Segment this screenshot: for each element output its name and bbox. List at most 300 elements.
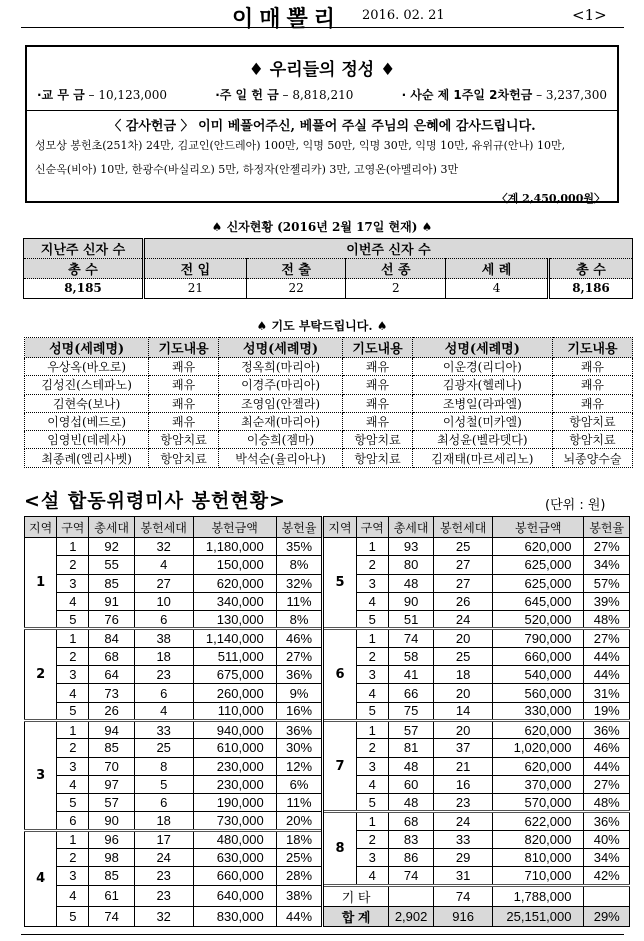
households: 91	[89, 592, 134, 610]
rate: 44%	[584, 666, 630, 684]
district: 5	[356, 794, 388, 812]
amount: 150,000	[193, 556, 276, 574]
offered-households: 31	[434, 867, 493, 885]
offered-households: 25	[434, 647, 493, 665]
offered-households: 4	[134, 702, 193, 720]
value-cell: 22	[246, 279, 346, 299]
district: 3	[356, 574, 388, 592]
households: 60	[388, 775, 433, 793]
district: 1	[356, 720, 388, 738]
amount: 540,000	[493, 666, 584, 684]
district: 5	[57, 906, 89, 926]
district: 4	[57, 684, 89, 702]
rate: 30%	[276, 739, 323, 757]
district: 4	[356, 775, 388, 793]
offered-households: 24	[434, 611, 493, 629]
district: 5	[57, 794, 89, 812]
table-row	[25, 376, 633, 394]
district: 1	[356, 812, 388, 830]
prayer-content: 쾌유	[343, 412, 413, 430]
rate: 48%	[584, 794, 630, 812]
person-name: 정옥희(마리아)	[218, 358, 342, 376]
offered-households: 18	[134, 812, 193, 830]
amount: 830,000	[193, 906, 276, 926]
offered-households: 16	[434, 775, 493, 793]
district: 1	[57, 720, 89, 738]
prayer-content: 쾌유	[552, 358, 632, 376]
rate: 28%	[276, 867, 323, 885]
header-row	[25, 517, 630, 538]
rate: 35%	[276, 538, 323, 556]
offering-summary	[27, 86, 617, 110]
amount: 620,000	[493, 757, 584, 775]
column-header: 지역	[25, 517, 57, 538]
district: 3	[356, 666, 388, 684]
table-row	[25, 538, 630, 556]
bulletin-date: 2016. 02. 21	[362, 8, 445, 23]
district: 5	[356, 611, 388, 629]
person-name: 이운경(리디아)	[412, 358, 552, 376]
rate: 9%	[276, 684, 323, 702]
households: 83	[388, 830, 433, 848]
households: 68	[89, 647, 134, 665]
thanks-line: 성모상 봉헌초(251차) 24만, 김교인(안드레아) 100만, 익명 50만, 익명 30만, 익명 10만, 유위규(안나) 10만,	[35, 139, 566, 152]
footer-divider	[21, 934, 624, 935]
table-row	[25, 394, 633, 412]
rate: 8%	[276, 611, 323, 629]
households: 74	[388, 629, 433, 647]
members-title: ♠ 신자현황 (2016년 2월 17일 현재) ♠	[211, 220, 433, 234]
column-header: 기도내용	[552, 338, 632, 358]
amount: 610,000	[193, 739, 276, 757]
households: 80	[388, 556, 433, 574]
person-name: 김현숙(보나)	[25, 394, 149, 412]
table-row	[25, 449, 633, 467]
person-name: 박석순(율리아나)	[218, 449, 342, 467]
person-name: 최종례(엘리사벳)	[25, 449, 149, 467]
households: 76	[89, 611, 134, 629]
district: 3	[356, 849, 388, 867]
region-cell: 7	[323, 720, 356, 811]
offered-households: 23	[134, 885, 193, 906]
households: 81	[388, 739, 433, 757]
district: 3	[57, 757, 89, 775]
amount: 630,000	[193, 849, 276, 867]
region-cell: 5	[323, 538, 356, 629]
offered-households: 37	[434, 739, 493, 757]
amount: 260,000	[193, 684, 276, 702]
offered-households: 10	[134, 592, 193, 610]
households: 85	[89, 867, 134, 885]
amount: 675,000	[193, 666, 276, 684]
last-week-header: 지난주 신자 수	[24, 239, 144, 259]
offering-item	[37, 86, 167, 110]
households: 61	[89, 885, 134, 906]
amount: 570,000	[493, 794, 584, 812]
offered-households: 20	[434, 629, 493, 647]
offered-households: 27	[434, 556, 493, 574]
rate: 8%	[276, 556, 323, 574]
region-cell: 8	[323, 812, 356, 885]
district: 2	[57, 849, 89, 867]
amount: 1,020,000	[493, 739, 584, 757]
households: 70	[89, 757, 134, 775]
rate: 46%	[276, 629, 323, 647]
amount: 625,000	[493, 574, 584, 592]
amount: 340,000	[193, 592, 276, 610]
rate: 34%	[584, 556, 630, 574]
prayer-content: 항암치료	[552, 431, 632, 449]
prayer-content: 쾌유	[343, 358, 413, 376]
district: 2	[57, 647, 89, 665]
offered-households: 27	[134, 574, 193, 592]
rate: 27%	[276, 647, 323, 665]
column-header: 봉헌금액	[493, 517, 584, 538]
rate: 48%	[584, 611, 630, 629]
rate: 44%	[584, 647, 630, 665]
column-header: 봉헌율	[584, 517, 630, 538]
table-row	[25, 431, 633, 449]
rate: 18%	[276, 830, 323, 848]
column-header: 구역	[356, 517, 388, 538]
rate: 19%	[584, 702, 630, 720]
prayer-content: 항암치료	[149, 431, 219, 449]
district: 4	[356, 684, 388, 702]
district: 2	[356, 739, 388, 757]
prayer-content: 쾌유	[343, 376, 413, 394]
offering-value: – 8,818,210	[282, 88, 354, 102]
households: 97	[89, 775, 134, 793]
households: 98	[89, 849, 134, 867]
person-name: 김광자(헬레나)	[412, 376, 552, 394]
rate: 27%	[584, 775, 630, 793]
rate: 11%	[276, 592, 323, 610]
households: 41	[388, 666, 433, 684]
offered-households: 18	[434, 666, 493, 684]
district: 1	[57, 538, 89, 556]
column-header: 봉헌세대	[434, 517, 493, 538]
offered-households: 33	[434, 830, 493, 848]
households: 75	[388, 702, 433, 720]
households: 93	[388, 538, 433, 556]
households: 85	[89, 739, 134, 757]
households: 74	[89, 906, 134, 926]
offered-households: 29	[434, 849, 493, 867]
households: 48	[388, 757, 433, 775]
offered-households: 26	[434, 592, 493, 610]
person-name: 최순재(마리아)	[218, 412, 342, 430]
rate: 57%	[584, 574, 630, 592]
district: 2	[356, 556, 388, 574]
households: 57	[89, 794, 134, 812]
offering-label: · 사순 제 1주일 2차헌금	[401, 88, 533, 102]
households: 86	[388, 849, 433, 867]
district: 6	[57, 812, 89, 830]
prayer-content: 쾌유	[552, 376, 632, 394]
district: 1	[57, 629, 89, 647]
amount: 511,000	[193, 647, 276, 665]
divider	[27, 110, 617, 111]
rate: 44%	[584, 757, 630, 775]
offered-households: 23	[134, 666, 193, 684]
col-header: 전 출	[246, 259, 346, 279]
offering-label: ·교 무 금	[37, 88, 85, 102]
amount: 130,000	[193, 611, 276, 629]
offered-households: 20	[434, 684, 493, 702]
amount: 820,000	[493, 830, 584, 848]
offered-households: 5	[134, 775, 193, 793]
district: 5	[356, 702, 388, 720]
column-header: 총세대	[388, 517, 433, 538]
offered-households: 6	[134, 794, 193, 812]
district: 5	[57, 702, 89, 720]
column-header: 봉헌금액	[193, 517, 276, 538]
this-total: 8,186	[549, 279, 633, 299]
households: 96	[89, 830, 134, 848]
person-name: 조영임(안젤라)	[218, 394, 342, 412]
district: 4	[356, 867, 388, 885]
person-name: 우상옥(바오로)	[25, 358, 149, 376]
amount: 640,000	[193, 885, 276, 906]
households: 26	[89, 702, 134, 720]
households: 58	[388, 647, 433, 665]
amount: 330,000	[493, 702, 584, 720]
offered-households: 8	[134, 757, 193, 775]
offered-households: 38	[134, 629, 193, 647]
region-cell: 2	[25, 629, 57, 720]
rate: 32%	[276, 574, 323, 592]
table-row	[25, 812, 630, 830]
offered-households: 916	[434, 906, 493, 926]
col-header: 전 입	[144, 259, 247, 279]
column-header: 총세대	[89, 517, 134, 538]
offered-households: 32	[134, 538, 193, 556]
prayer-content: 쾌유	[343, 394, 413, 412]
offered-households: 21	[434, 757, 493, 775]
person-name: 최성윤(벨라뎃다)	[412, 431, 552, 449]
value-cell: 2	[346, 279, 446, 299]
amount: 660,000	[193, 867, 276, 885]
rate: 20%	[276, 812, 323, 830]
value-cell: 4	[446, 279, 549, 299]
amount: 622,000	[493, 812, 584, 830]
district: 2	[57, 739, 89, 757]
households: 73	[89, 684, 134, 702]
district: 3	[57, 666, 89, 684]
prayer-content: 쾌유	[149, 358, 219, 376]
total-header: 총 수	[24, 259, 144, 279]
prayer-content: 항암치료	[149, 449, 219, 467]
rate: 36%	[584, 812, 630, 830]
rate: 36%	[584, 720, 630, 738]
offering-value: – 10,123,000	[88, 88, 168, 102]
header-divider	[21, 27, 624, 28]
table-row	[25, 885, 630, 906]
offered-households: 20	[434, 720, 493, 738]
amount: 620,000	[493, 720, 584, 738]
region-cell: 3	[25, 720, 57, 830]
rate: 25%	[276, 849, 323, 867]
offered-households: 23	[134, 867, 193, 885]
offered-households: 18	[134, 647, 193, 665]
column-header: 지역	[323, 517, 356, 538]
other-label: 기 타	[323, 885, 389, 906]
rate	[584, 885, 630, 906]
col-header: 세 례	[446, 259, 549, 279]
column-header: 봉헌율	[276, 517, 323, 538]
prayer-content: 쾌유	[149, 394, 219, 412]
table-row	[25, 412, 633, 430]
mass-offering-table	[24, 516, 630, 927]
district: 2	[356, 647, 388, 665]
amount: 625,000	[493, 556, 584, 574]
rate: 39%	[584, 592, 630, 610]
rate: 46%	[584, 739, 630, 757]
district: 1	[356, 629, 388, 647]
amount: 1,788,000	[493, 885, 584, 906]
table-row	[25, 358, 633, 376]
value-cell: 21	[144, 279, 247, 299]
households: 90	[89, 812, 134, 830]
offered-households: 17	[134, 830, 193, 848]
person-name: 임영빈(데레사)	[25, 431, 149, 449]
rate: 34%	[584, 849, 630, 867]
col-header: 선 종	[346, 259, 446, 279]
person-name: 이승희(젬마)	[218, 431, 342, 449]
amount: 520,000	[493, 611, 584, 629]
amount: 25,151,000	[493, 906, 584, 926]
column-header: 기도내용	[343, 338, 413, 358]
district: 2	[356, 830, 388, 848]
amount: 230,000	[193, 757, 276, 775]
region-cell: 1	[25, 538, 57, 629]
bulletin-title: 이매뽈리	[232, 7, 342, 32]
person-name: 조병일(라파엘)	[412, 394, 552, 412]
offered-households: 6	[134, 611, 193, 629]
prayer-content: 항암치료	[343, 431, 413, 449]
amount: 620,000	[493, 538, 584, 556]
households: 48	[388, 574, 433, 592]
offering-label: ·주 일 헌 금	[215, 88, 279, 102]
amount: 620,000	[193, 574, 276, 592]
prayer-content: 쾌유	[149, 412, 219, 430]
district: 4	[57, 775, 89, 793]
region-cell: 6	[323, 629, 356, 720]
households: 57	[388, 720, 433, 738]
district: 1	[57, 830, 89, 848]
offered-households: 32	[134, 906, 193, 926]
rate: 31%	[584, 684, 630, 702]
page-number: <1>	[572, 6, 607, 24]
households	[388, 885, 433, 906]
rate: 12%	[276, 757, 323, 775]
total-header: 총 수	[549, 259, 633, 279]
rate: 44%	[276, 906, 323, 926]
amount: 480,000	[193, 830, 276, 848]
person-name: 이경주(마리아)	[218, 376, 342, 394]
households: 74	[388, 867, 433, 885]
offered-households: 25	[134, 739, 193, 757]
this-week-header: 이번주 신자 수	[144, 239, 633, 259]
rate: 27%	[584, 629, 630, 647]
offering-item	[402, 86, 607, 110]
rate: 16%	[276, 702, 323, 720]
district: 1	[356, 538, 388, 556]
person-name: 이영섭(베드로)	[25, 412, 149, 430]
amount: 790,000	[493, 629, 584, 647]
households: 68	[388, 812, 433, 830]
offered-households: 24	[434, 812, 493, 830]
thanks-title: 〈 감사헌금 〉 이미 베풀어주신, 베풀어 주실 주님의 은혜에 감사드립니다.	[108, 119, 536, 134]
households: 2,902	[388, 906, 433, 926]
column-header: 성명(세례명)	[25, 338, 149, 358]
offered-households: 25	[434, 538, 493, 556]
district: 4	[57, 885, 89, 906]
rate: 42%	[584, 867, 630, 885]
column-header: 성명(세례명)	[412, 338, 552, 358]
thanks-total: 〈계 2,450,000원〉	[496, 192, 605, 205]
prayer-content: 쾌유	[552, 394, 632, 412]
column-header: 기도내용	[149, 338, 219, 358]
rate: 36%	[276, 666, 323, 684]
table-row	[25, 906, 630, 926]
header-row	[25, 338, 633, 358]
households: 51	[388, 611, 433, 629]
rate: 6%	[276, 775, 323, 793]
rate: 38%	[276, 885, 323, 906]
mass-title: <설 합동위령미사 봉헌현황>	[24, 490, 286, 512]
offered-households: 27	[434, 574, 493, 592]
rate: 29%	[584, 906, 630, 926]
column-header: 봉헌세대	[134, 517, 193, 538]
households: 64	[89, 666, 134, 684]
table-row	[25, 720, 630, 738]
households: 90	[388, 592, 433, 610]
table-row	[25, 629, 630, 647]
person-name: 이성철(미카엘)	[412, 412, 552, 430]
offered-households: 33	[134, 720, 193, 738]
offered-households: 23	[434, 794, 493, 812]
district: 3	[57, 867, 89, 885]
prayer-content: 뇌종양수술	[552, 449, 632, 467]
households: 55	[89, 556, 134, 574]
district: 3	[57, 574, 89, 592]
prayer-content: 항암치료	[343, 449, 413, 467]
amount: 190,000	[193, 794, 276, 812]
amount: 370,000	[493, 775, 584, 793]
thanks-line: 신순옥(비아) 10만, 한광수(바실리오) 5만, 하정자(안젤리카) 3만, 고영온(아멜리아) 3만	[35, 163, 459, 176]
prayer-content: 항암치료	[552, 412, 632, 430]
amount: 810,000	[493, 849, 584, 867]
amount: 560,000	[493, 684, 584, 702]
households: 48	[388, 794, 433, 812]
offered-households: 24	[134, 849, 193, 867]
offering-value: – 3,237,300	[536, 88, 607, 102]
households: 92	[89, 538, 134, 556]
person-name: 김성진(스테파노)	[25, 376, 149, 394]
last-total: 8,185	[24, 279, 144, 299]
households: 94	[89, 720, 134, 738]
region-cell: 4	[25, 830, 57, 926]
amount: 645,000	[493, 592, 584, 610]
amount: 110,000	[193, 702, 276, 720]
offerings-box	[25, 45, 619, 203]
thanks-names	[27, 134, 617, 182]
offered-households: 74	[434, 885, 493, 906]
prayer-content: 쾌유	[149, 376, 219, 394]
unit-label: (단위 : 원)	[545, 498, 606, 513]
prayer-table	[24, 337, 633, 468]
